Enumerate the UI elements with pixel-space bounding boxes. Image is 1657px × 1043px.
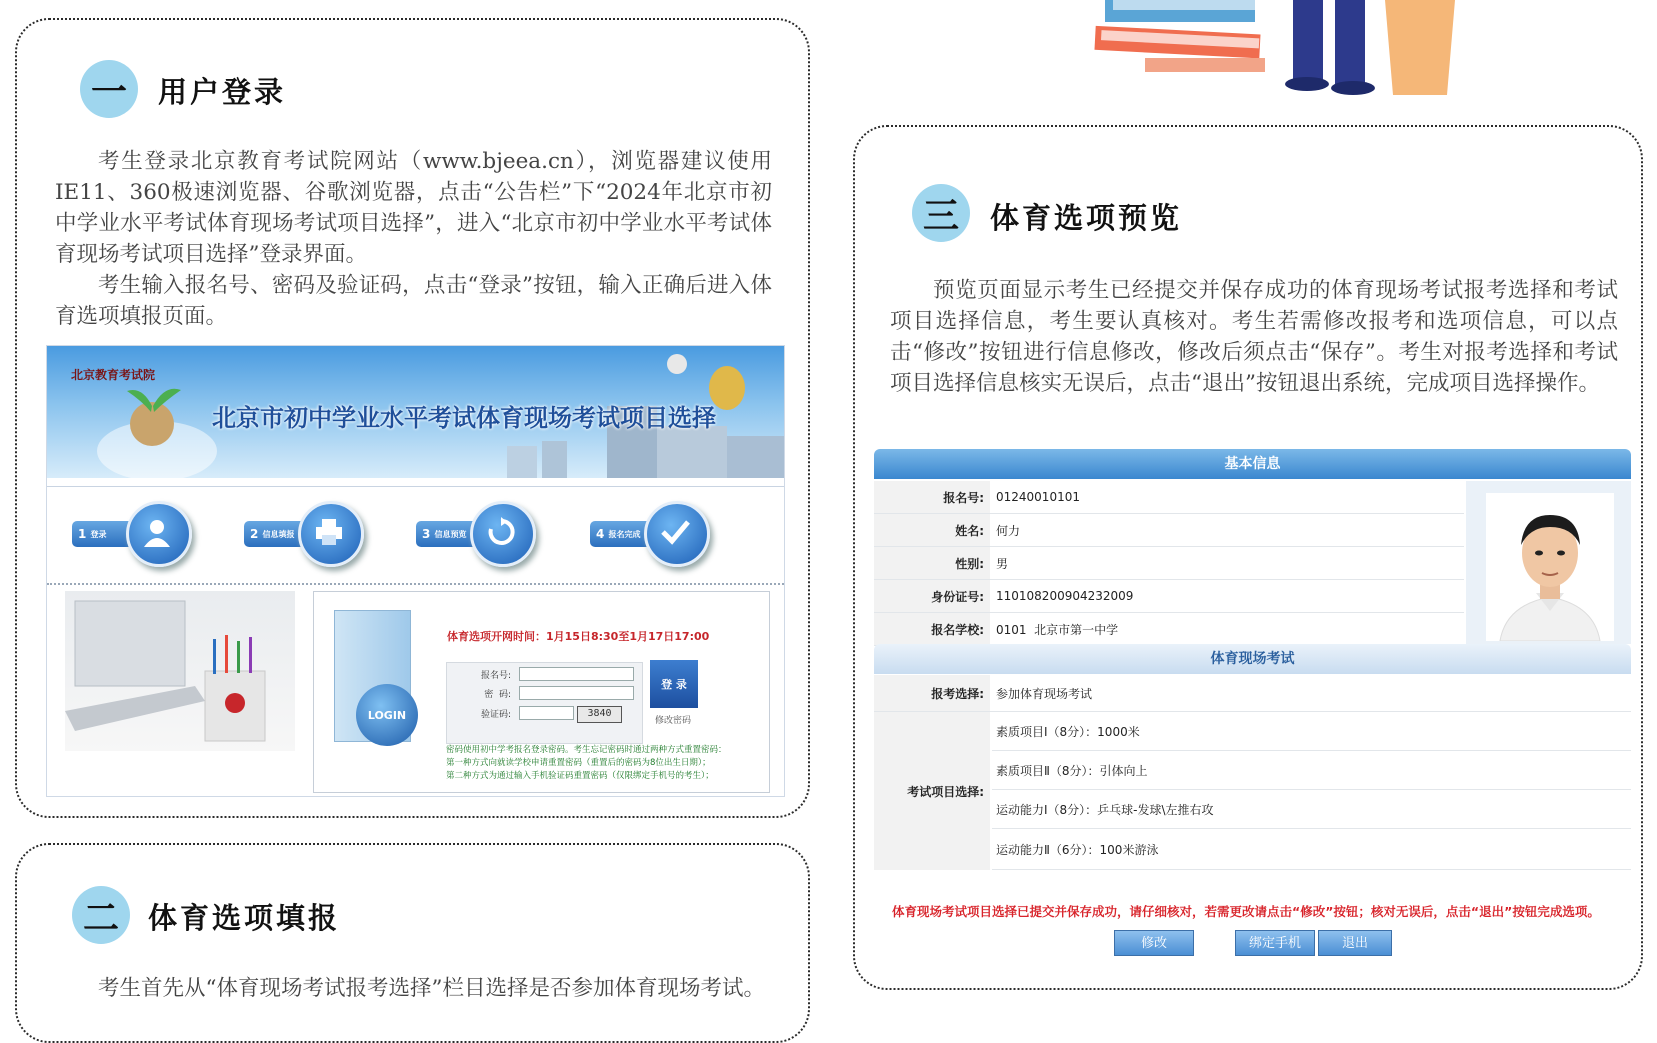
section-1-number: 一 [80,60,138,118]
photo-cell [1466,481,1631,644]
login-form-panel [313,591,770,793]
items-label-cell [874,712,990,870]
section-3-number: 三 [912,184,970,242]
item-3-value: 运动能力Ⅰ（8分）：乒乓球-发球\左推右攻 [996,802,1214,817]
gender-label: 性别: [874,547,990,579]
section-1-paragraph-2: 考生输入报名号、密码及验证码，点击“登录”按钮，输入正确后进入体育选项填报页面。 [55,273,772,329]
section-3-paragraph: 预览页面显示考生已经提交并保存成功的体育现场考试报考选择和考试项目选择信息，考生要认真核对。考生若需修改报考和选项信息，可以点击“修改”按钮进行信息修改，修改后须点击“保存”。考生对报考选择和考试项目选择信息核实无误后，点击“退出”按钮退出系统，完成项目选择操作。 [890,278,1618,396]
name-value: 何力 [996,523,1021,538]
login-banner [47,346,784,478]
password-notes [446,744,746,783]
login-button[interactable]: 登 录 [650,660,698,708]
school-label: 报名学校: [874,613,990,645]
modify-button[interactable]: 修改 [1114,930,1194,956]
reg-no-value: 01240010101 [996,490,1080,504]
id-number-label: 身份证号: [874,580,990,612]
item-row-2 [992,751,1631,790]
step-3-label: 信息预览 [434,529,467,539]
checkmark-icon [644,501,710,567]
section-1-text [55,146,772,332]
step-1 [72,499,202,565]
id-number-value: 110108200904232009 [996,589,1134,603]
item-row-4 [992,829,1631,870]
section-3-title: 体育选项预览 [990,201,1183,235]
laptop-image [65,591,295,751]
step-2-label: 信息填报 [262,529,295,539]
password-input[interactable] [519,686,634,700]
warning-message: 体育现场考试项目选择已提交并保存成功，请仔细核对，若需更改请点击“修改”按钮；核对无误后，点击“退出”按钮完成选项。 [892,904,1600,919]
login-globe-icon: LOGIN [356,684,418,746]
section-3-text [890,275,1618,399]
item-1-value: 素质项目Ⅰ（8分）：1000米 [996,724,1140,739]
basic-info-header: 基本信息 [874,449,1631,479]
note-line-3: 第二种方式为通过输入手机验证码重置密码（仅限绑定手机号的考生）； [446,771,714,781]
name-label: 姓名: [874,514,990,546]
preview-screenshot [874,449,1631,959]
books-illustration [1085,0,1465,95]
step-1-label: 登录 [90,529,107,539]
info-row-reg-no [874,481,1464,514]
decorative-illustration [1085,0,1465,95]
step-1-number: 1 [78,527,87,541]
banner-title: 北京市初中学业水平考试体育现场考试项目选择 [212,404,716,432]
choice-label: 报考选择: [874,675,990,711]
reg-no-label: 报名号: [874,481,990,513]
gender-value: 男 [996,556,1009,571]
student-photo [1486,493,1614,641]
step-4 [590,499,720,565]
open-time-text: 体育选项开网时间：1月15日8:30至1月17日17:00 [447,630,710,643]
choice-row [874,675,1631,712]
section-2-panel [15,843,810,1043]
choice-value: 参加体育现场考试 [996,686,1093,701]
step-4-label: 报名完成 [608,529,641,539]
section-2-paragraph: 考生首先从“体育现场考试报考选择”栏目选择是否参加体育现场考试。 [98,976,765,1001]
info-row-name [874,514,1464,547]
items-label: 考试项目选择: [907,784,984,799]
exit-button[interactable]: 退出 [1318,930,1392,956]
password-label: 密 码: [484,690,511,700]
change-password-link[interactable]: 修改密码 [655,716,692,726]
captcha-image: 3840 [577,706,622,723]
captcha-label: 验证码: [480,710,511,720]
note-line-2: 第一种方式向就读学校申请重置密码（重置后的密码为8位出生日期）； [446,758,711,768]
step-2 [244,499,374,565]
item-2-value: 素质项目Ⅱ（8分）：引体向上 [996,763,1148,778]
step-3 [416,499,546,565]
bind-phone-button[interactable]: 绑定手机 [1235,930,1315,956]
school-value: 0101 北京市第一中学 [996,622,1119,637]
reg-no-input[interactable] [519,667,634,681]
item-row-3 [992,790,1631,829]
login-form [446,662,643,744]
step-4-number: 4 [596,527,605,541]
user-icon [126,501,192,567]
section-2-title: 体育选项填报 [148,901,341,935]
section-2-text [55,973,795,1004]
note-line-1: 密码使用初中学考报名登录密码。考生忘记密码时通过两种方式重置密码： [446,745,727,755]
info-row-school [874,613,1464,646]
section-1-title: 用户登录 [158,75,287,109]
section-1-paragraph-1: 考生登录北京教育考试院网站（www.bjeea.cn），浏览器建议使用IE11、360极速浏览器、谷歌浏览器，点击“公告栏”下“2024年北京市初中学业水平考试体育现场考试项目选择”，进入“北京市初中学业水平考试体育现场考试项目选择”登录界面。 [55,149,772,267]
info-row-id [874,580,1464,613]
step-2-number: 2 [250,527,259,541]
step-3-number: 3 [422,527,431,541]
captcha-input[interactable] [519,706,574,720]
login-screenshot [46,345,785,797]
section-2-number: 二 [72,886,130,944]
item-4-value: 运动能力Ⅱ（6分）：100米游泳 [996,842,1159,857]
reg-no-label: 报名号: [480,671,511,681]
exam-header: 体育现场考试 [874,644,1631,674]
item-row-1 [992,712,1631,751]
info-row-gender [874,547,1464,580]
printer-icon [298,501,364,567]
login-steps [47,486,784,585]
refresh-icon [470,501,536,567]
org-logo: 北京教育考试院 [71,368,156,382]
